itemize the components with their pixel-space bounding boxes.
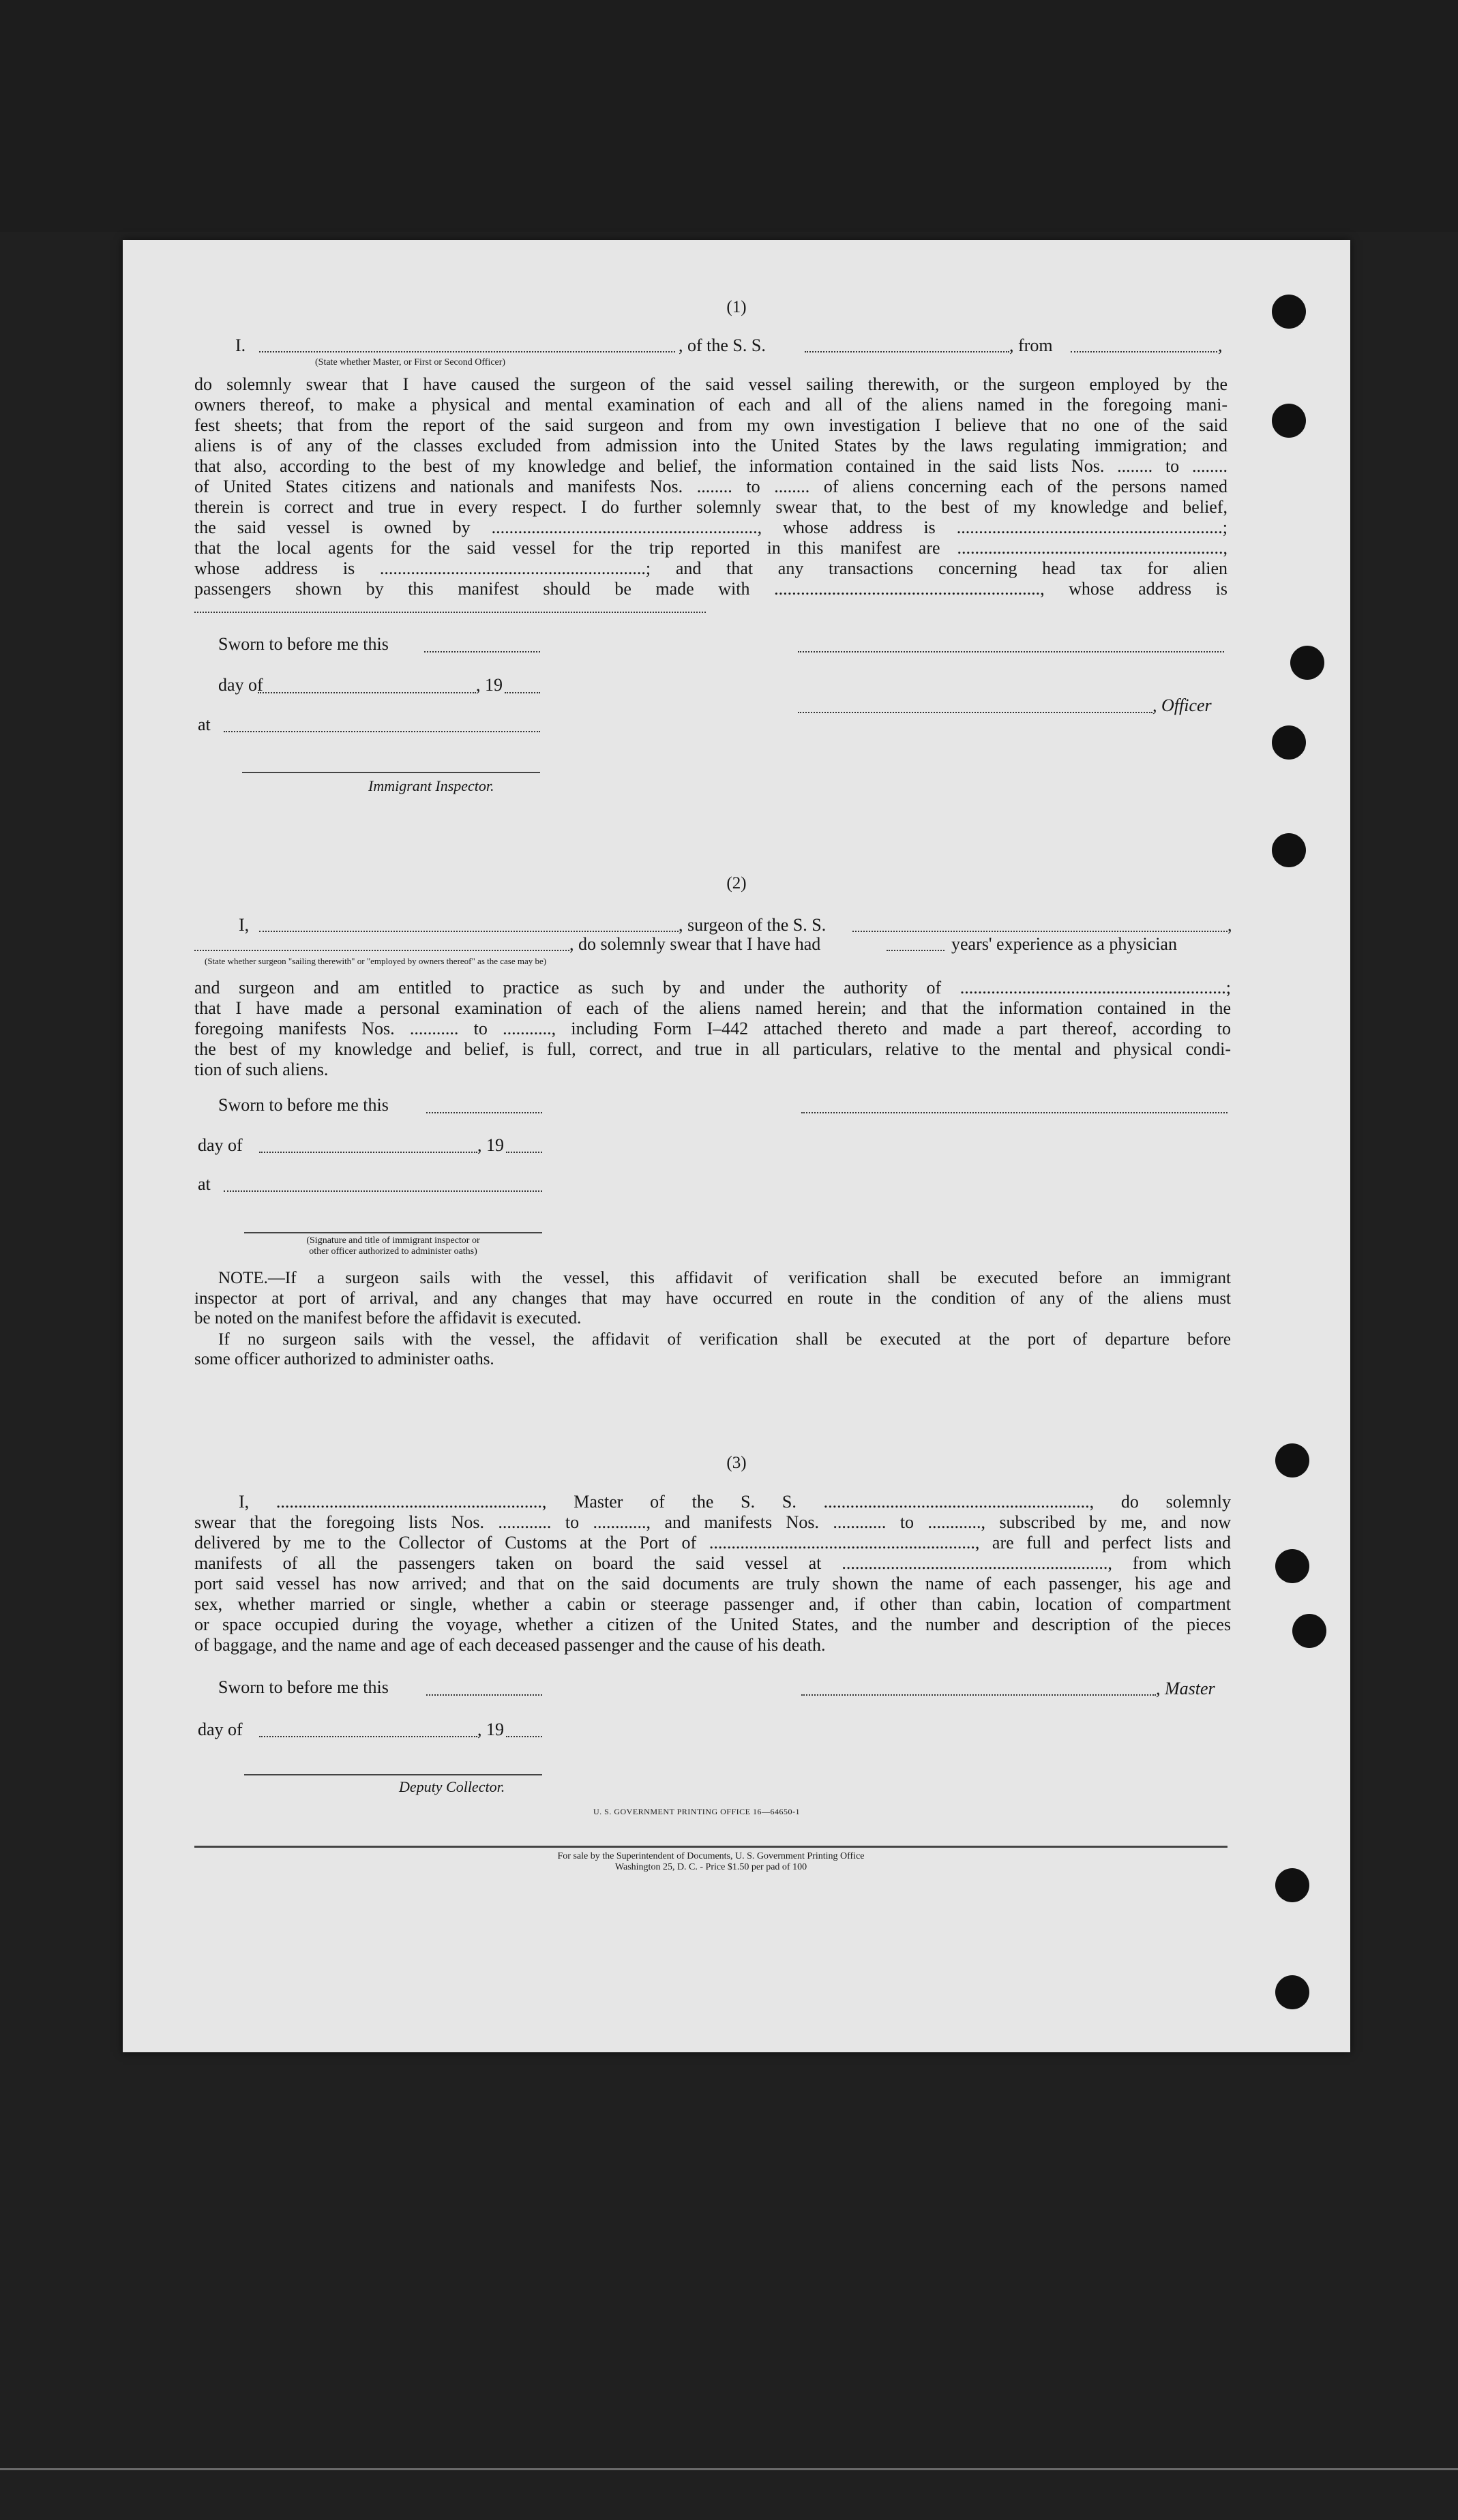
s2-ship-blank xyxy=(852,931,1228,932)
s1-at: at xyxy=(198,715,211,734)
s1-line-10: whose address is ............................................................; and that any transactions concerning head tax for alien xyxy=(194,558,1228,578)
s2-line-3: foregoing manifests Nos. ........... to ..........., including Form I–442 attached thereto and made a part thereof, according to xyxy=(194,1019,1231,1038)
s1-line-5: that also, according to the best of my knowledge and belief, the information contained in the said lists Nos. ........ to ........ xyxy=(194,456,1228,476)
s1-end: , xyxy=(1218,335,1223,355)
s1-line-9: that the local agents for the said vessel for the trip reported in this manifest are ............................................................, xyxy=(194,538,1228,558)
s3-line-7: or space occupied during the voyage, whether a citizen of the United States, and the number and description of the pieces xyxy=(194,1615,1231,1634)
punch-hole xyxy=(1292,1614,1326,1648)
s1-ship-blank xyxy=(805,351,1009,352)
s1-line-1: do solemnly swear that I have caused the surgeon of the said vessel sailing therewith, or the surgeon employed by the xyxy=(194,374,1228,394)
s3-year-blank xyxy=(506,1736,542,1737)
s1-officer-note: (State whether Master, or First or Second Officer) xyxy=(315,357,506,368)
s1-at-blank xyxy=(224,731,540,732)
s1-line-11: passengers shown by this manifest should be made with ............................................................, whose address is xyxy=(194,579,1228,599)
s3-collector-line xyxy=(244,1774,542,1775)
s3-sworn: Sworn to before me this xyxy=(218,1677,389,1697)
footer-rule xyxy=(194,1846,1228,1848)
s1-line-7: therein is correct and true in every respect. I do further solemnly swear that, to the best of my knowledge and belief, xyxy=(194,497,1228,517)
s3-sworn-blank xyxy=(426,1694,542,1696)
s3-master-blank xyxy=(801,1694,1156,1696)
s2-at: at xyxy=(198,1174,211,1194)
s1-year: , 19 xyxy=(476,675,503,695)
s3-year: , 19 xyxy=(477,1720,504,1739)
s1-line-6: of United States citizens and nationals and manifests Nos. ........ to ........ of aliens concerning each of the persons named xyxy=(194,477,1228,496)
s2-note-1: NOTE.—If a surgeon sails with the vessel, this affidavit of verification shall be executed before an immigrant xyxy=(218,1269,1231,1287)
punch-hole xyxy=(1272,404,1306,438)
printing-office-imprint: U. S. GOVERNMENT PRINTING OFFICE 16—64650-1 xyxy=(593,1807,800,1816)
s2-i: I, xyxy=(239,915,250,935)
s1-from: , from xyxy=(1009,335,1053,355)
s3-line-1: I, ............................................................, Master of the S. S. ............................................................, do solemnly xyxy=(239,1492,1231,1512)
s2-experience: years' experience as a physician xyxy=(951,934,1177,954)
s2-type-blank xyxy=(194,950,569,951)
s3-master: , Master xyxy=(1156,1679,1215,1698)
footer-sale-1: For sale by the Superintendent of Documents, U. S. Government Printing Office xyxy=(557,1851,865,1861)
punch-hole xyxy=(1275,1868,1309,1902)
s2-surgeon-blank xyxy=(259,931,679,932)
s3-line-6: sex, whether married or single, whether a cabin or steerage passenger and, if other than cabin, location of compartment xyxy=(194,1594,1231,1614)
s1-i: I. xyxy=(235,335,246,355)
s2-surgeon-note: (State whether surgeon "sailing therewith" or "employed by owners thereof" as the case may be) xyxy=(205,956,547,966)
s2-signature-note xyxy=(244,1235,542,1257)
s3-collector: Deputy Collector. xyxy=(399,1778,505,1795)
s1-signature-blank xyxy=(798,651,1224,652)
film-edge-line xyxy=(0,2468,1458,2470)
footer-sale-2: Washington 25, D. C. - Price $1.50 per pad of 100 xyxy=(614,1862,807,1872)
s1-sworn-blank xyxy=(424,651,540,652)
s2-years-blank xyxy=(887,950,944,951)
s1-of-ss: , of the S. S. xyxy=(679,335,766,355)
s2-year-blank xyxy=(506,1152,542,1153)
punch-hole xyxy=(1290,646,1324,680)
s2-signature-note-1: (Signature and title of immigrant inspector or xyxy=(306,1235,480,1246)
punch-hole xyxy=(1272,833,1306,867)
s2-end: , xyxy=(1228,915,1232,935)
s1-officer-sign-blank xyxy=(798,712,1152,713)
s2-signature-line xyxy=(244,1232,542,1233)
s1-day-blank xyxy=(258,692,476,693)
s1-officer: , Officer xyxy=(1152,695,1212,715)
manifest-affidavit-page xyxy=(123,240,1350,2052)
section-2-number: (2) xyxy=(726,874,747,892)
s3-line-2: swear that the foregoing lists Nos. ............ to ............, and manifests Nos. ............ to ............, subscribed by me, and now xyxy=(194,1512,1231,1532)
punch-hole xyxy=(1275,1975,1309,2009)
s3-line-8: of baggage, and the name and age of each deceased passenger and the cause of his death. xyxy=(194,1635,826,1655)
s2-line-4: the best of my knowledge and belief, is full, correct, and true in all particulars, relative to the mental and physical condi- xyxy=(194,1039,1231,1059)
section-1-number: (1) xyxy=(726,298,747,316)
s2-note-5: some officer authorized to administer oaths. xyxy=(194,1350,494,1368)
punch-hole xyxy=(1275,1549,1309,1583)
s2-at-blank xyxy=(224,1190,542,1192)
s1-inspector: Immigrant Inspector. xyxy=(368,777,494,794)
s2-note-3: be noted on the manifest before the affidavit is executed. xyxy=(194,1309,582,1328)
s2-sworn: Sworn to before me this xyxy=(218,1095,389,1115)
s3-line-4: manifests of all the passengers taken on board the said vessel at ............................................................, from which xyxy=(194,1553,1231,1573)
s2-line-5: tion of such aliens. xyxy=(194,1060,329,1079)
s1-from-blank xyxy=(1071,351,1217,352)
s1-sworn: Sworn to before me this xyxy=(218,634,389,654)
s2-day-of: day of xyxy=(198,1135,243,1155)
s2-signature-note-2: other officer authorized to administer oaths) xyxy=(309,1246,477,1257)
s1-line-8: the said vessel is owned by ............................................................, whose address is ............................................................; xyxy=(194,518,1228,537)
section-3-number: (3) xyxy=(726,1454,747,1472)
s2-line-1: and surgeon and am entitled to practice as such by and under the authority of ............................................................; xyxy=(194,978,1231,997)
s1-day-of: day of xyxy=(218,675,263,695)
s2-surgeon: , surgeon of the S. S. xyxy=(679,915,827,935)
film-border-top xyxy=(0,0,1458,232)
s2-year: , 19 xyxy=(477,1135,504,1155)
s2-note-4: If no surgeon sails with the vessel, the affidavit of verification shall be executed at the port of departure before xyxy=(218,1330,1231,1349)
s3-day-blank xyxy=(259,1736,477,1737)
s1-line-4: aliens is of any of the classes excluded from admission into the United States by the laws regulating immigration; and xyxy=(194,436,1228,455)
s1-line-3: fest sheets; that from the report of the said surgeon and from my own investigation I believe that no one of the said xyxy=(194,415,1228,435)
punch-hole xyxy=(1272,725,1306,760)
s2-sworn-blank xyxy=(426,1112,542,1113)
s2-note-2: inspector at port of arrival, and any changes that may have occurred en route in the condition of any of the aliens must xyxy=(194,1289,1231,1308)
s3-line-5: port said vessel has now arrived; and that on the said documents are truly shown the name of each passenger, his age and xyxy=(194,1574,1231,1593)
s3-line-3: delivered by me to the Collector of Customs at the Port of ............................................................, are full and perfect lists and xyxy=(194,1533,1231,1552)
s1-line-2: owners thereof, to make a physical and mental examination of each and all of the aliens named in the foregoing mani- xyxy=(194,395,1228,415)
s2-swear: , do solemnly swear that I have had xyxy=(569,934,821,954)
footer-sale-notice xyxy=(194,1851,1228,1873)
s1-officer-blank xyxy=(259,351,675,352)
s1-address-blank xyxy=(194,612,706,613)
s2-day-blank xyxy=(259,1152,477,1153)
s3-day-of: day of xyxy=(198,1720,243,1739)
s2-line-2: that I have made a personal examination of each of the aliens named herein; and that the information contained in the xyxy=(194,998,1231,1018)
s1-year-blank xyxy=(505,692,540,693)
s1-inspector-line xyxy=(242,772,540,773)
s2-signature-blank xyxy=(801,1112,1228,1113)
